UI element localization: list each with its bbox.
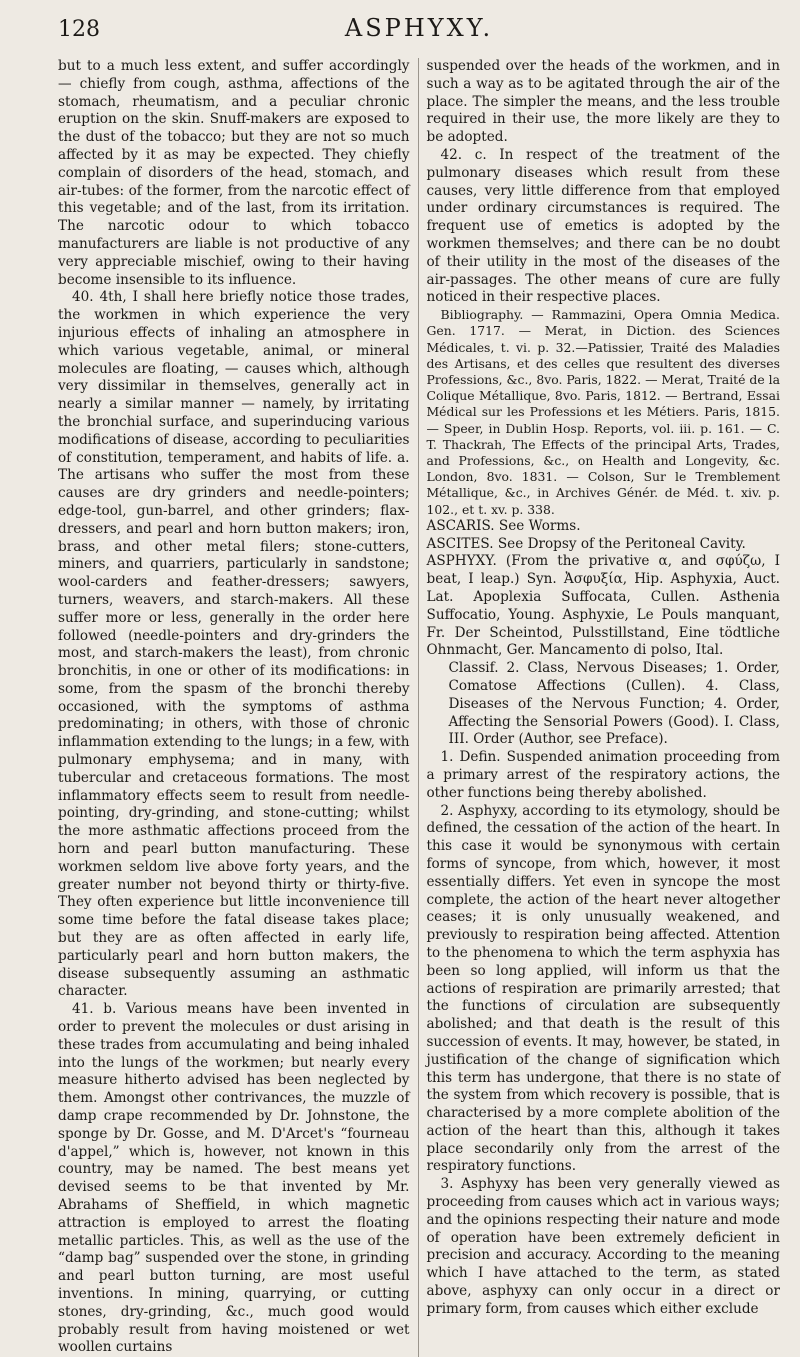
paragraph: 42. c. In respect of the treatment of the pulmonary diseases which result from these causes, very little difference from that employed under ordinary circumstances is required. The frequent use of emetics is adopted by the workmen themselves; and there can be no doubt of their utility in the most of the diseases of the air-passages. The other means of cure are fully noticed in their respective places. <box>426 146 780 306</box>
entry-ascites: ASCITES. See Dropsy of the Peritoneal Cavity. <box>426 535 746 552</box>
two-column-body <box>58 58 780 1357</box>
bibliography: Bibliography. — Rammazini, Opera Omnia Medica. Gen. 1717. — Merat, in Diction. des Sciences Médicales, t. vi. p. 32.—Patissier, Traité des Maladies des Artisans, et des celles que resultent des diverses Professions, &c., 8vo. Paris, 1822. — Merat, Traité de la Colique Métallique, 8vo. Paris, 1812. — Bertrand, Essai Médical sur les Professions et les Métiers. Paris, 1815. — Speer, in Dublin Hosp. Reports, vol. iii. p. 161. — C. T. Thackrah, The Effects of the principal Arts, Trades, and Professions, &c., on Health and Longevity, &c. London, 8vo. 1831. — Colson, Sur le Tremblement Métallique, &c., in Archives Génér. de Méd. t. xiv. p. 102., et t. xv. p. 338. <box>426 307 780 517</box>
running-title: ASPHYXY. <box>344 14 494 42</box>
classification: Classif. 2. Class, Nervous Diseases; 1. Order, Comatose Affections (Cullen). 4. Class, Diseases of the Nervous Function; 4. Order, Affecting the Sensorial Powers (Good). I. Class, III. Order (Author, see Preface). <box>448 660 780 748</box>
paragraph: 2. Asphyxy, according to its etymology, should be defined, the cessation of the action of the heart. In this case it would be synonymous with certain forms of syncope, from which, however, it most essentially differs. Yet even in syncope the most complete, the action of the heart never altogether ceases; it is only unusually weakened, and previously to respiration being affected. Attention to the phenomena to which the term asphyxia has been so long applied, will inform us that the actions of respiration are primarily arrested; that the functions of circulation are subsequently abolished; and that death is the result of this succession of events. It may, however, be stated, in justification of the change of signification which this term has undergone, that there is no state of the system from which recovery is possible, that is characterised by a more complete abolition of the action of the heart than this, although it takes place secondarily only from the arrest of the respiratory functions. <box>426 802 780 1175</box>
paragraph: 3. Asphyxy has been very generally viewed as proceeding from causes which act in various ways; and the opinions respecting their nature and mode of operation have been extremely deficient in precision and accuracy. According to the meaning which I have attached to the term, as stated above, asphyxy can only occur in a direct or primary form, from causes which either exclude <box>426 1176 780 1317</box>
page-header <box>58 14 780 54</box>
right-column <box>419 58 781 1357</box>
paragraph: 41. b. Various means have been invented in order to prevent the molecules or dust arising in these trades from accumulating and being inhaled into the lungs of the workmen; but nearly every measure hitherto advised has been neglected by them. Amongst other contrivances, the muzzle of damp crape recommended by Dr. Johnstone, the sponge by Dr. Gosse, and M. D'Arcet's “fourneau d'appel,” which is, however, not known in this country, may be named. The best means yet devised seems to be that invented by Mr. Abrahams of Sheffield, in which magnetic attraction is employed to arrest the floating metallic particles. This, as well as the use of the “damp bag” suspended over the stone, in grinding and pearl button turning, are most useful inventions. In mining, quarrying, or cutting stones, dry-grinding, &c., much good would probably result from having moistened or wet woollen curtains <box>58 1001 410 1356</box>
paragraph: 1. Defin. Suspended animation proceeding from a primary arrest of the respiratory actions, the other functions being thereby abolished. <box>426 749 780 801</box>
paragraph: 40. 4th, I shall here briefly notice those trades, the workmen in which experience the very injurious effects of inhaling an atmosphere in which various vegetable, animal, or mineral molecules are floating, — causes which, although very dissimilar in themselves, generally act in nearly a similar manner — namely, by irritating the bronchial surface, and superinducing various modifications of disease, according to peculiarities of constitution, temperament, and habits of life. a. The artisans who suffer the most from these causes are dry grinders and needle-pointers; edge-tool, gun-barrel, and other grinders; flax-dressers, and pearl and horn button makers; iron, brass, and other metal filers; stone-cutters, miners, and quarriers, particularly in sandstone; wool-carders and feather-dressers; sawyers, turners, weavers, and starch-makers. All these suffer more or less, generally in the order here followed (needle-pointers and dry-grinders the most, and starch-makers the least), from chronic bronchitis, in one or other of its modifications: in some, from the spasm of the bronchi thereby occasioned, with the symptoms of asthma predominating; in others, with those of chronic inflammation extending to the lungs; in a few, with pulmonary emphysema; and in many, with tubercular and cretaceous formations. The most inflammatory effects seem to result from needle-pointing, dry-grinding, and stone-cutting; whilst the more asthmatic affections proceed from the horn and pearl button manufacturing. These workmen seldom live above forty years, and the greater number not beyond thirty or thirty-five. They often experience but little inconvenience till some time before the fatal disease takes place; but they are as often affected in early life, particularly pearl and horn button makers, the disease subsequently assuming an asthmatic character. <box>58 289 410 1000</box>
paragraph: suspended over the heads of the workmen, and in such a way as to be agitated through the air of the place. The simpler the means, and the less trouble required in their use, the more likely are they to be adopted. <box>426 58 780 146</box>
entry-ascaris: ASCARIS. See Worms. <box>426 517 581 534</box>
left-column <box>58 58 419 1357</box>
page-number: 128 <box>58 17 100 42</box>
entry-asphyxy: ASPHYXY. (From the privative α, and σφύζω, I beat, I leap.) Syn. Ἀσφυξία, Hip. Asphyxia, Auct. Lat. Apoplexia Suffocata, Cullen. Asthenia Suffocatio, Young. Asphyxie, Le Pouls manquant, Fr. Der Scheintod, Pulsstillstand, Eine tödtliche Ohnmacht, Ger. Mancamento di polso, Ital. <box>426 553 780 659</box>
paragraph: but to a much less extent, and suffer accordingly — chiefly from cough, asthma, affections of the stomach, rheumatism, and a peculiar chronic eruption on the skin. Snuff-makers are exposed to the dust of the tobacco; but they are not so much affected by it as may be expected. They chiefly complain of disorders of the head, stomach, and air-tubes: of the former, from the narcotic effect of this vegetable; and of the last, from its irritation. The narcotic odour to which tobacco manufacturers are liable is not productive of any very appreciable mischief, owing to their having become insensible to its influence. <box>58 58 410 288</box>
